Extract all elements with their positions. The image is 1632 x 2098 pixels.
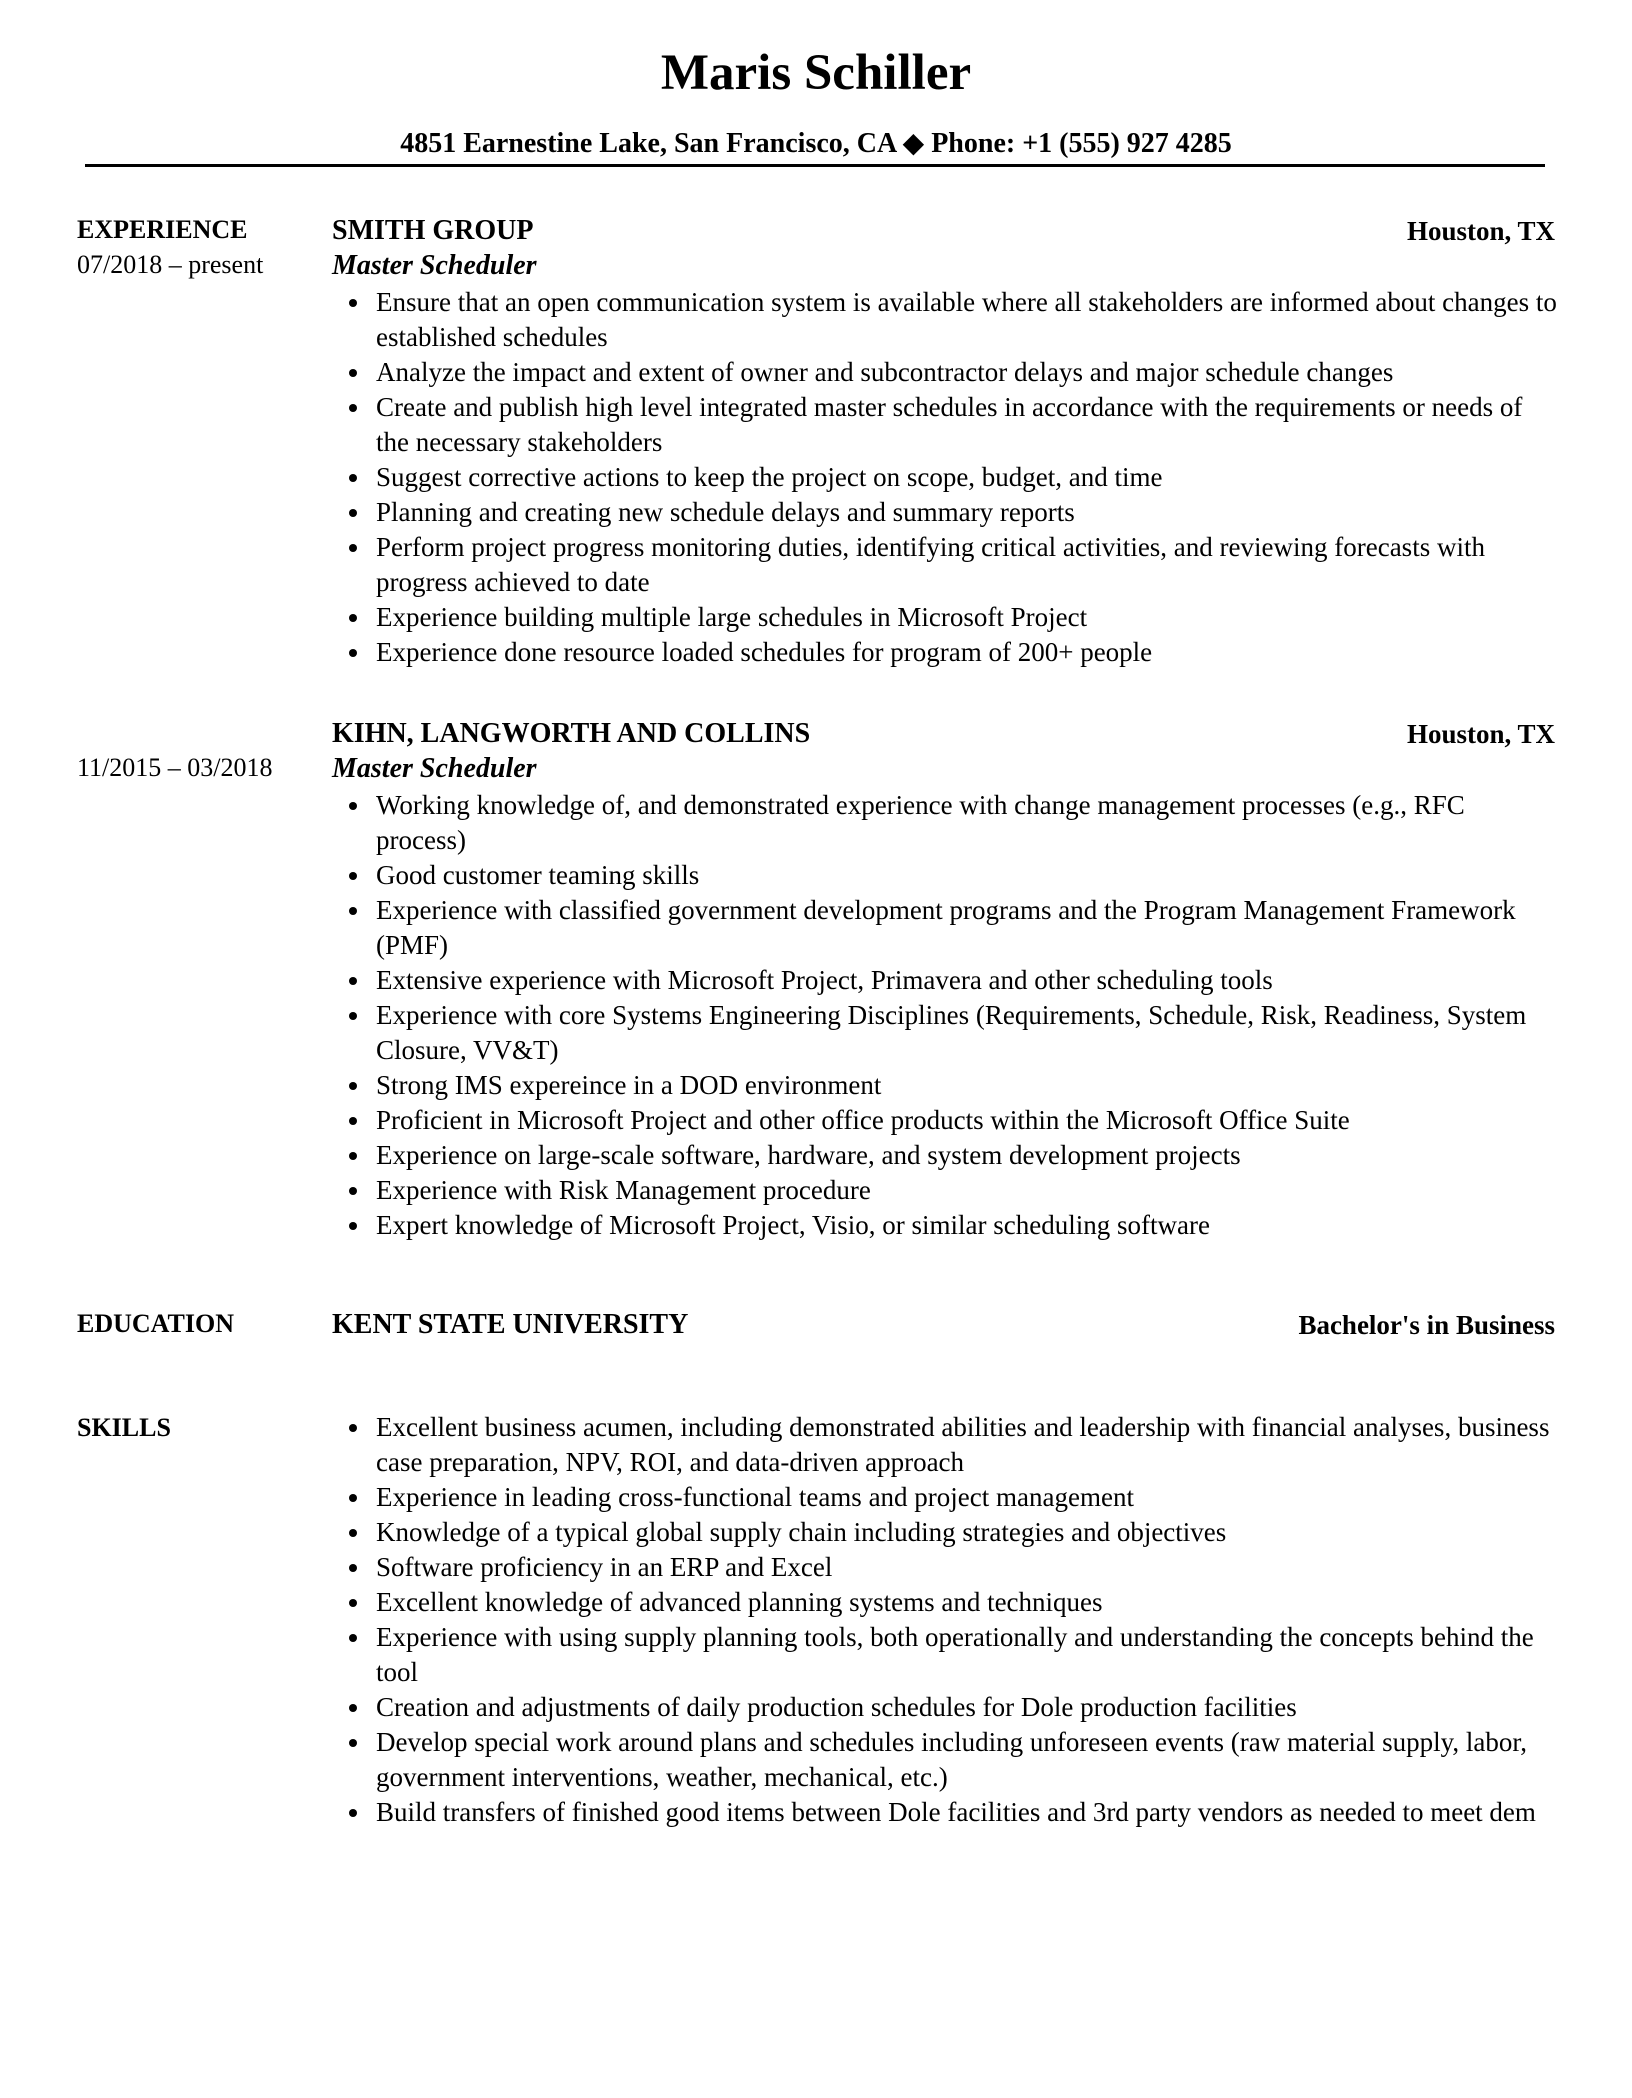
job-title: Master Scheduler bbox=[332, 250, 537, 281]
list-item: Proficient in Microsoft Project and other office products within the Microsoft Office Suite bbox=[376, 1103, 1560, 1138]
candidate-name: Maris Schiller bbox=[660, 45, 972, 101]
list-item: Experience with using supply planning tools, both operationally and understanding the concepts behind the tool bbox=[376, 1620, 1560, 1690]
job-company: KIHN, LANGWORTH AND COLLINS bbox=[332, 718, 811, 749]
list-item: Build transfers of finished good items between Dole facilities and 3rd party vendors as needed to meet dem bbox=[376, 1795, 1560, 1830]
skills-heading: SKILLS bbox=[77, 1413, 171, 1442]
list-item: Knowledge of a typical global supply chain including strategies and objectives bbox=[376, 1515, 1560, 1550]
job-location: Houston, TX bbox=[1406, 719, 1555, 749]
list-item: Planning and creating new schedule delays and summary reports bbox=[376, 495, 1560, 530]
job-bullet-list bbox=[332, 788, 1560, 1243]
list-item: Experience with classified government development programs and the Program Management Framework (PMF) bbox=[376, 893, 1560, 963]
job-bullet-list bbox=[332, 285, 1560, 670]
job-title: Master Scheduler bbox=[332, 753, 537, 784]
job-location: Houston, TX bbox=[1406, 216, 1555, 246]
list-item: Good customer teaming skills bbox=[376, 858, 1560, 893]
list-item: Develop special work around plans and schedules including unforeseen events (raw material supply, labor, government interventions, weather, mechanical, etc.) bbox=[376, 1725, 1560, 1795]
education-heading: EDUCATION bbox=[77, 1309, 234, 1338]
job-company: SMITH GROUP bbox=[332, 215, 534, 246]
list-item: Analyze the impact and extent of owner and subcontractor delays and major schedule changes bbox=[376, 355, 1560, 390]
education-degree: Bachelor's in Business bbox=[1298, 1310, 1555, 1340]
list-item: Experience building multiple large schedules in Microsoft Project bbox=[376, 600, 1560, 635]
list-item: Excellent knowledge of advanced planning systems and techniques bbox=[376, 1585, 1560, 1620]
list-item: Working knowledge of, and demonstrated experience with change management processes (e.g., RFC process) bbox=[376, 788, 1560, 858]
experience-heading: EXPERIENCE bbox=[77, 215, 248, 244]
list-item: Extensive experience with Microsoft Project, Primavera and other scheduling tools bbox=[376, 963, 1560, 998]
list-item: Experience with core Systems Engineering Disciplines (Requirements, Schedule, Risk, Readiness, System Closure, VV&T) bbox=[376, 998, 1560, 1068]
job-dates: 11/2015 – 03/2018 bbox=[77, 753, 273, 782]
list-item: Ensure that an open communication system is available where all stakeholders are informed about changes to established schedules bbox=[376, 285, 1560, 355]
header-divider bbox=[85, 164, 1545, 167]
list-item: Suggest corrective actions to keep the project on scope, budget, and time bbox=[376, 460, 1560, 495]
job-dates: 07/2018 – present bbox=[77, 250, 264, 279]
contact-line: 4851 Earnestine Lake, San Francisco, CA ◆ Phone: +1 (555) 927 4285 bbox=[400, 128, 1232, 159]
list-item: Experience in leading cross-functional teams and project management bbox=[376, 1480, 1560, 1515]
list-item: Experience with Risk Management procedure bbox=[376, 1173, 1560, 1208]
list-item: Perform project progress monitoring duties, identifying critical activities, and reviewing forecasts with progress achieved to date bbox=[376, 530, 1560, 600]
list-item: Experience on large-scale software, hardware, and system development projects bbox=[376, 1138, 1560, 1173]
list-item: Create and publish high level integrated master schedules in accordance with the requirements or needs of the necessary stakeholders bbox=[376, 390, 1560, 460]
list-item: Expert knowledge of Microsoft Project, Visio, or similar scheduling software bbox=[376, 1208, 1560, 1243]
education-school: KENT STATE UNIVERSITY bbox=[332, 1309, 689, 1340]
list-item: Experience done resource loaded schedules for program of 200+ people bbox=[376, 635, 1560, 670]
list-item: Excellent business acumen, including demonstrated abilities and leadership with financial analyses, business case preparation, NPV, ROI, and data-driven approach bbox=[376, 1410, 1560, 1480]
list-item: Creation and adjustments of daily production schedules for Dole production facilities bbox=[376, 1690, 1560, 1725]
list-item: Software proficiency in an ERP and Excel bbox=[376, 1550, 1560, 1585]
list-item: Strong IMS expereince in a DOD environment bbox=[376, 1068, 1560, 1103]
skills-bullet-list bbox=[332, 1410, 1560, 1830]
